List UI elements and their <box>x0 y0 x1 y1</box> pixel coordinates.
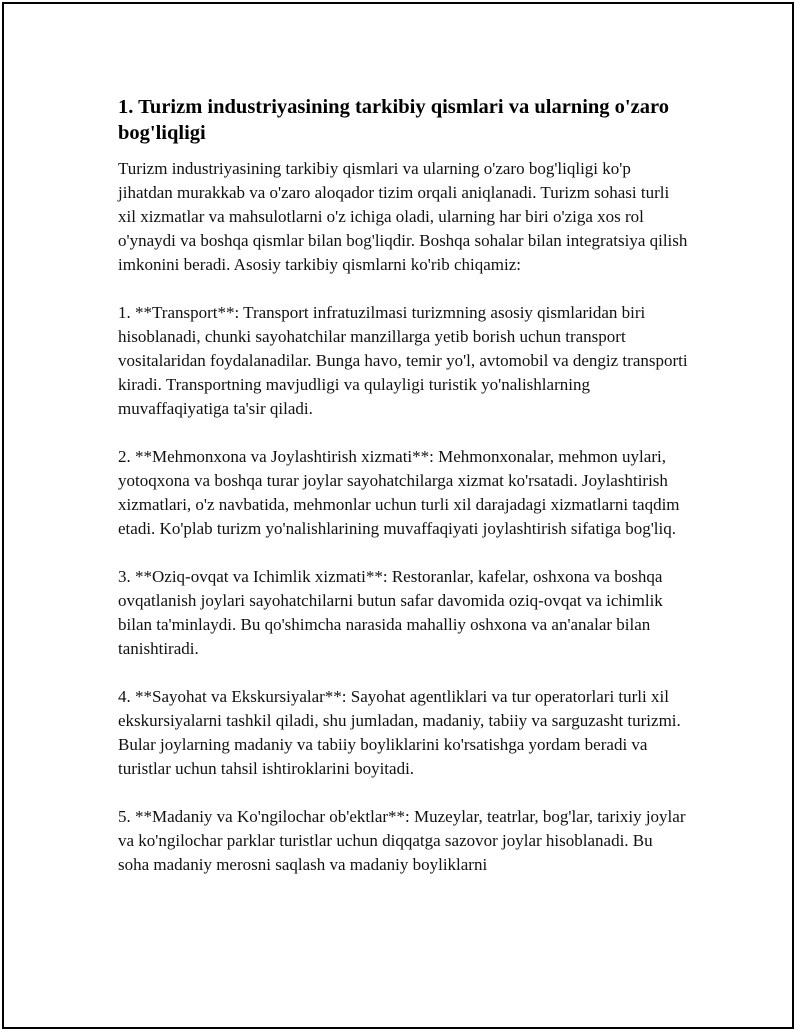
paragraph-food-beverage: 3. **Oziq-ovqat va Ichimlik xizmati**: Restoranlar, kafelar, oshxona va boshqa ovqatlanish joylari sayohatchilarni butun safar davomida oziq-ovqat va ichimlik bilan ta'minlaydi. Bu qo'shimcha narasida mahalliy oshxona va an'analar bilan tanishtiradi. <box>118 567 663 658</box>
document-body <box>118 94 688 901</box>
paragraph-cultural-entertainment: 5. **Madaniy va Ko'ngilochar ob'ektlar**: Muzeylar, teatrlar, bog'lar, tarixiy joylar va ko'ngilochar parklar turistlar uchun diqqatga sazovor joylar hisoblanadi. Bu soha madaniy merosni saqlash va madaniy boyliklarni <box>118 807 686 874</box>
section-heading: 1. Turizm industriyasining tarkibiy qismlari va ularning o'zaro bog'liqligi <box>118 96 669 144</box>
paragraph-accommodation: 2. **Mehmonxona va Joylashtirish xizmati**: Mehmonxonalar, mehmon uylari, yotoqxona va boshqa turar joylar sayohatchilarga xizmat ko'rsatadi. Joylashtirish xizmatlari, o'z navbatida, mehmonlar uchun turli xil darajadagi xizmatlarni taqdim etadi. Ko'plab turizm yo'nalishlarining muvaffaqiyati joylashtirish sifatiga bog'liq. <box>118 447 680 538</box>
intro-paragraph: Turizm industriyasining tarkibiy qismlari va ularning o'zaro bog'liqligi ko'p jihatdan murakkab va o'zaro aloqador tizim orqali aniqlanadi. Turizm sohasi turli xil xizmatlar va mahsulotlarni o'z ichiga oladi, ularning har biri o'ziga xos rol o'ynaydi va boshqa qismlar bilan bog'liqdir. Boshqa sohalar bilan integratsiya qilish imkonini beradi. Asosiy tarkibiy qismlarni ko'rib chiqamiz: <box>118 159 688 274</box>
paragraph-transport: 1. **Transport**: Transport infratuzilmasi turizmning asosiy qismlaridan biri hisoblanadi, chunki sayohatchilar manzillarga yetib borish uchun transport vositalaridan foydalanadilar. Bunga havo, temir yo'l, avtomobil va dengiz transporti kiradi. Transportning mavjudligi va qulayligi turistik yo'nalishlarning muvaffaqiyatiga ta'sir qiladi. <box>118 303 688 418</box>
paragraph-tours-excursions: 4. **Sayohat va Ekskursiyalar**: Sayohat agentliklari va tur operatorlari turli xil ekskursiyalarni tashkil qiladi, shu jumladan, madaniy, tabiiy va sarguzasht turizmi. Bular joylarning madaniy va tabiiy boyliklarini ko'rsatishga yordam beradi va turistlar uchun tahsil ishtiroklarini boyitadi. <box>118 687 681 778</box>
